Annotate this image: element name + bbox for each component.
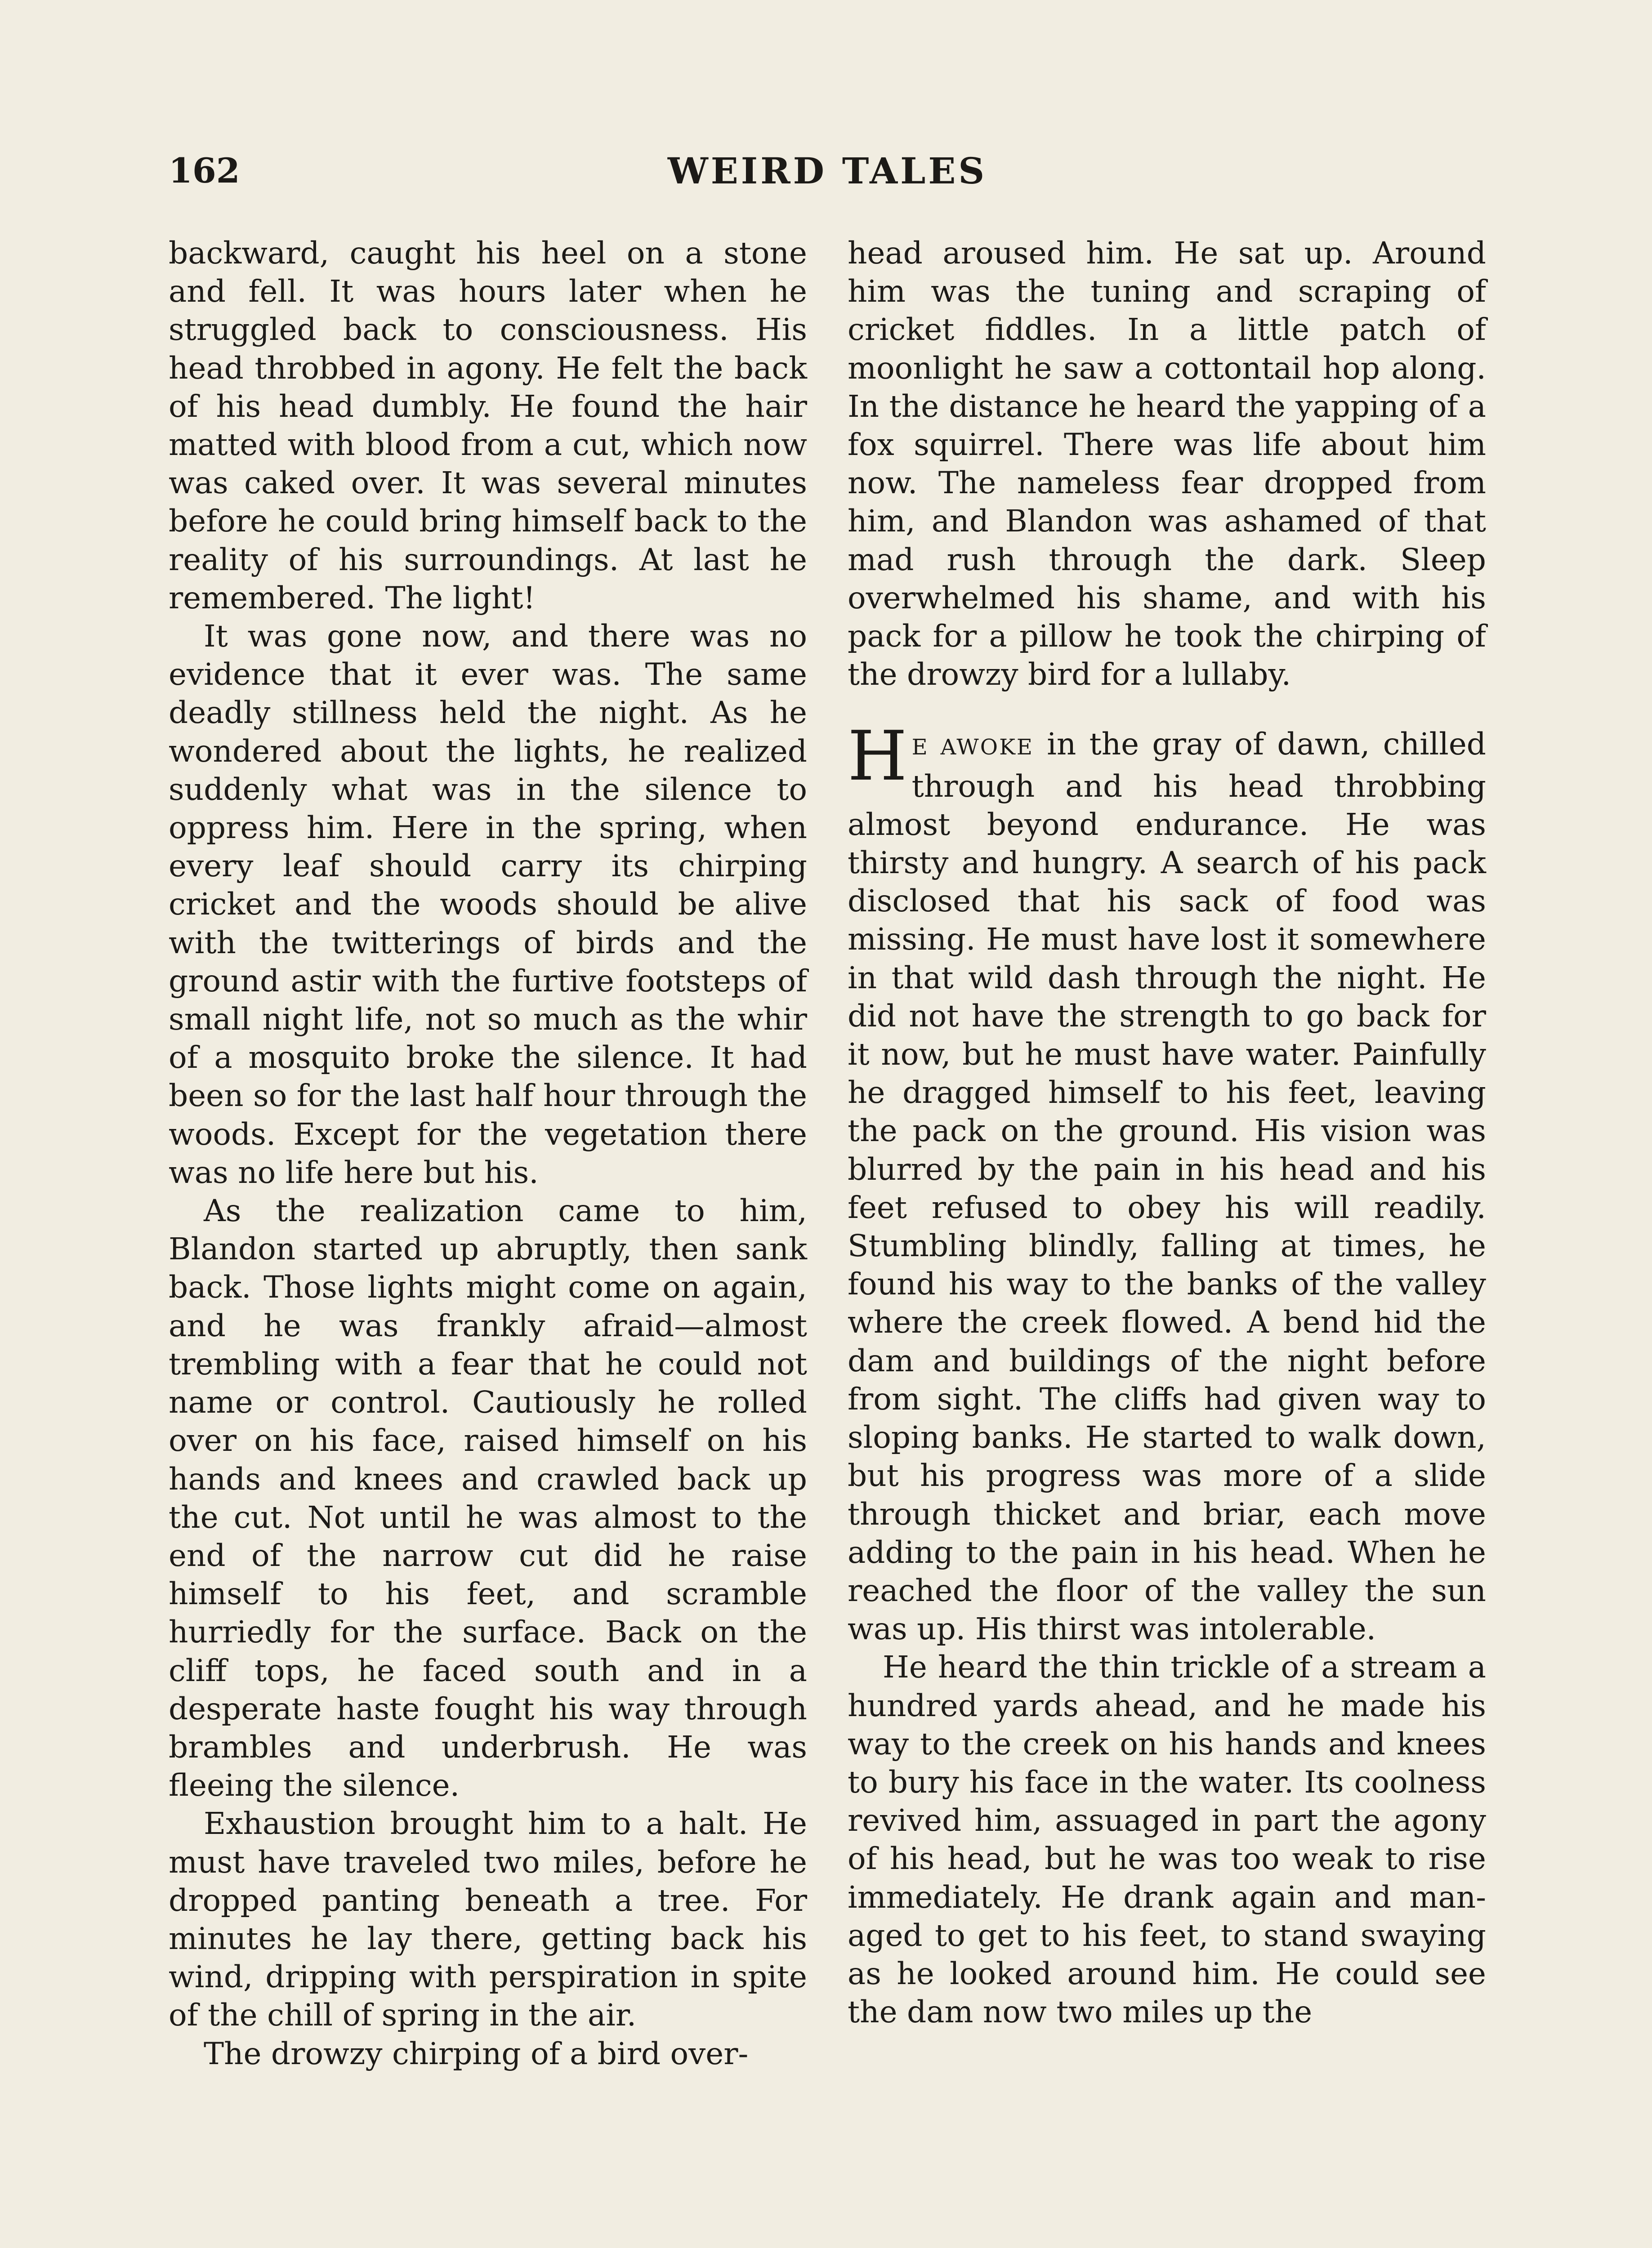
right-column	[848, 234, 1486, 2031]
paragraph: It was gone now, and there was no evidence that it ever was. The same deadly stillness held the night. As he wondered about the lights, he realized suddenly what was in the silence to oppress him. Here in the spring, when every leaf should carry its chirping cricket and the woods should be alive with the twitterings of birds and the ground astir with the furtive footsteps of small night life, not so much as the whir of a mosquito broke the silence. It had been so for the last half hour through the woods. Except for the vegetation there was no life here but his.	[169, 618, 807, 1190]
page-header	[169, 144, 1486, 198]
paragraph: head aroused him. He sat up. Around him was the tuning and scraping of cricket fiddles. In a little patch of moonlight he saw a cottontail hop along. In the distance he heard the yapping of a fox squirrel. There was life about him now. The nameless fear dropped from him, and Blandon was ashamed of that mad rush through the dark. Sleep overwhelmed his shame, and with his pack for a pillow he took the chirping of the drowzy bird for a lullaby.	[848, 235, 1486, 692]
paragraph: Exhaustion brought him to a halt. He must have traveled two miles, before he dropped panting beneath a tree. For minutes he lay there, getting back his wind, dripping with perspiration in spite of the chill of spring in the air.	[169, 1806, 807, 2033]
paragraph-text: in the gray of dawn, chilled through and his head throbbing almost beyond endurance. He was thirsty and hungry. A search of his pack disclosed that his sack of food was missing. He must have lost it somewhere in that wild dash through the night. He did not have the strength to go back for it now, but he must have water. Painfully he dragged himself to his feet, leaving the pack on the ground. His vision was blurred by the pain in his head and his feet refused to obey his will readily. Stumbling blindly, falling at times, he found his way to the banks of the valley where the creek flowed. A bend hid the dam and buildings of the night before from sight. The cliffs had given way to sloping banks. He started to walk down, but his progress was more of a slide through thicket and briar, each move adding to the pain in his head. When he reached the floor of the valley the sun was up. His thirst was intolerable.	[848, 726, 1486, 1647]
paragraph: He heard the thin trickle of a stream a hundred yards ahead, and he made his way to the creek on his hands and knees to bury his face in the water. Its coolness revived him, assuaged in part the agony of his head, but he was too weak to rise immediately. He drank again and managed to get to his feet, to stand swaying as he looked around him. He could see the dam now two miles up the	[848, 1649, 1486, 2030]
running-title: WEIRD TALES	[667, 150, 987, 192]
paragraph: The drowzy chirping of a bird over-	[204, 2035, 749, 2071]
drop-cap: H	[848, 716, 907, 796]
page-number: 162	[169, 151, 240, 191]
small-caps-lead: E AWOKE	[911, 735, 1034, 760]
paragraph: As the realization came to him, Blandon started up abruptly, then sank back. Those lights might come on again, and he was frankly afraid—almost trembling with a fear that he could not name or control. Cautiously he rolled over on his face, raised himself on his hands and knees and crawled back up the cut. Not until he was almost to the end of the narrow cut did he raise himself to his feet, and scramble hurriedly for the surface. Back on the cliff tops, he faced south and in a desperate haste fought his way through brambles and underbrush. He was fleeing the silence.	[169, 1193, 807, 1803]
section-opening-paragraph	[848, 716, 1486, 1648]
left-column	[169, 234, 807, 2073]
paragraph: backward, caught his heel on a stone and fell. It was hours later when he struggled back to consciousness. His head throbbed in agony. He felt the back of his head dumbly. He found the hair matted with blood from a cut, which now was caked over. It was several minutes before he could bring himself back to the reality of his surroundings. At last he remembered. The light!	[169, 235, 807, 616]
